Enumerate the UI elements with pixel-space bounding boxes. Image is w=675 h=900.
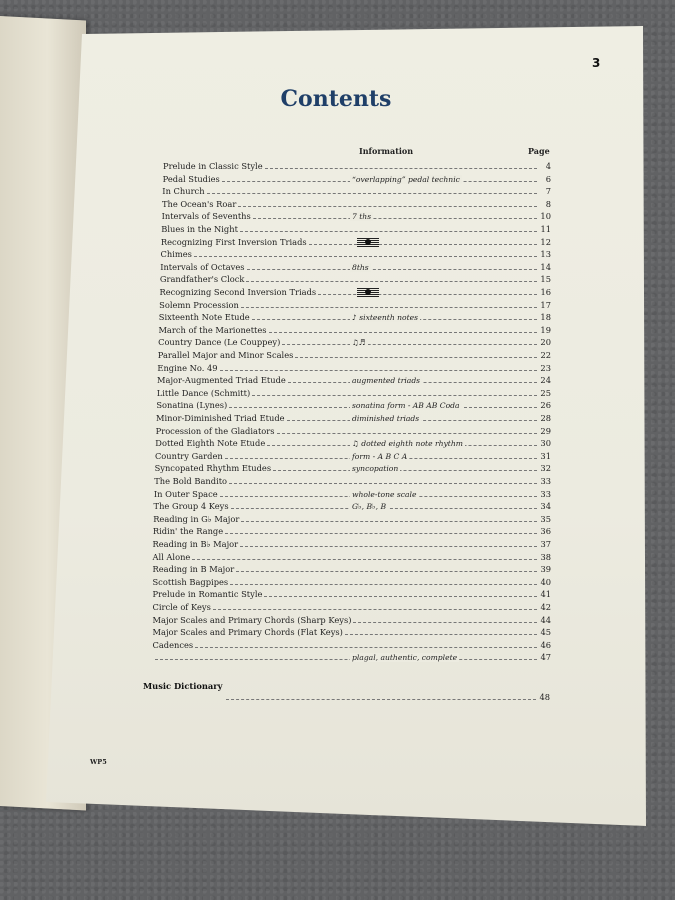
contents-row bbox=[163, 161, 551, 172]
page-title: Contents bbox=[280, 86, 392, 112]
dot-leader bbox=[236, 571, 537, 572]
entry-page: 33 bbox=[540, 476, 551, 486]
entry-page: 31 bbox=[540, 450, 551, 461]
contents-row bbox=[160, 287, 552, 298]
entry-title: In Church bbox=[162, 186, 205, 197]
dot-leader bbox=[155, 659, 538, 660]
contents-row bbox=[154, 476, 551, 487]
entry-title: In Outer Space bbox=[153, 488, 218, 499]
dot-leader bbox=[247, 269, 537, 270]
contents-row bbox=[160, 274, 551, 285]
dot-leader bbox=[241, 521, 537, 522]
dot-leader bbox=[229, 483, 537, 484]
entry-title: Syncopated Rhythm Etudes bbox=[154, 463, 272, 474]
dot-leader bbox=[220, 370, 537, 371]
entry-title: Circle of Keys bbox=[152, 602, 211, 612]
dot-leader bbox=[194, 256, 537, 257]
contents-row bbox=[157, 388, 551, 399]
entry-page: 42 bbox=[540, 602, 551, 612]
entry-information: “overlapping” pedal technic bbox=[352, 174, 460, 184]
entry-title: Scottish Bagpipes bbox=[152, 576, 229, 587]
dot-leader bbox=[273, 470, 537, 471]
contents-row bbox=[162, 199, 551, 210]
entry-information: 7 ths bbox=[352, 212, 372, 222]
entry-page: 20 bbox=[540, 337, 551, 348]
entry-title: Sixteenth Note Etude bbox=[158, 312, 250, 323]
page-number: 3 bbox=[592, 56, 601, 70]
entry-page: 30 bbox=[540, 438, 551, 449]
entry-title: The Ocean's Roar bbox=[161, 198, 237, 209]
entry-title: Intervals of Sevenths bbox=[161, 211, 251, 222]
entry-information: augmented triads bbox=[352, 376, 421, 386]
entry-title: Ridin' the Range bbox=[152, 526, 224, 537]
entry-page: 23 bbox=[540, 362, 551, 373]
entry-title: All Alone bbox=[152, 551, 191, 562]
entry-page: 19 bbox=[540, 324, 551, 335]
entry-page: 10 bbox=[540, 211, 551, 222]
contents-row bbox=[159, 300, 551, 311]
entry-page: 29 bbox=[540, 425, 551, 436]
entry-title: Country Dance (Le Couppey) bbox=[158, 337, 281, 348]
entry-page: 41 bbox=[540, 589, 551, 600]
dot-leader bbox=[246, 281, 537, 282]
entry-title: Pedal Studies bbox=[162, 173, 220, 184]
entry-page: 11 bbox=[540, 224, 551, 234]
dot-leader bbox=[207, 193, 537, 194]
entry-information: plagal, authentic, complete bbox=[352, 653, 458, 663]
entry-title: Country Garden bbox=[154, 450, 223, 461]
entry-title: Procession of the Gladiators bbox=[155, 425, 275, 436]
dot-leader bbox=[309, 244, 537, 245]
dot-leader bbox=[225, 533, 537, 534]
entry-page: 17 bbox=[540, 299, 551, 310]
music-dictionary-title: Music Dictionary bbox=[143, 681, 223, 691]
entry-page: 39 bbox=[540, 564, 551, 575]
entry-title: Little Dance (Schmitt) bbox=[156, 387, 251, 398]
contents-row bbox=[158, 325, 551, 336]
entry-title: Intervals of Octaves bbox=[160, 261, 245, 272]
entry-page: 45 bbox=[540, 627, 551, 638]
contents-row bbox=[153, 589, 552, 600]
entry-title: Minor-Diminished Triad Etude bbox=[156, 413, 285, 423]
entry-title: Major Scales and Primary Chords (Flat Keys) bbox=[152, 627, 343, 638]
entry-information: ♫ dotted eighth note rhythm bbox=[352, 439, 463, 449]
entry-title: Cadences bbox=[152, 639, 194, 650]
entry-title: Reading in B Major bbox=[152, 564, 235, 575]
entry-page: 7 bbox=[545, 186, 551, 197]
dot-leader bbox=[241, 307, 537, 308]
entry-page: 25 bbox=[540, 387, 551, 398]
contents-row bbox=[153, 564, 552, 575]
entry-title: Chimes bbox=[160, 249, 192, 260]
entry-page: 13 bbox=[540, 249, 551, 260]
entry-page: 15 bbox=[540, 274, 551, 285]
entry-page: 18 bbox=[540, 312, 551, 323]
contents-row bbox=[157, 363, 551, 374]
dot-leader bbox=[265, 168, 537, 169]
contents-row bbox=[153, 602, 552, 613]
contents-row bbox=[153, 615, 552, 626]
entry-title: Recognizing First Inversion Triads bbox=[160, 236, 307, 247]
publisher-code: WP5 bbox=[90, 758, 107, 766]
entry-title: The Bold Bandito bbox=[154, 476, 228, 486]
contents-row bbox=[153, 539, 552, 550]
dot-leader bbox=[238, 206, 537, 207]
dot-leader bbox=[264, 596, 537, 597]
entry-title: Prelude in Classic Style bbox=[163, 161, 263, 171]
dot-leader bbox=[226, 699, 536, 700]
dot-leader bbox=[240, 231, 537, 232]
entry-information: ♪ sixteenth notes bbox=[352, 313, 419, 323]
staff-triad-icon bbox=[357, 238, 379, 247]
dot-leader bbox=[295, 357, 537, 358]
dot-leader bbox=[282, 344, 537, 345]
dot-leader bbox=[353, 622, 537, 623]
dot-leader bbox=[230, 584, 537, 585]
entry-page: 26 bbox=[540, 400, 551, 411]
entry-page: 46 bbox=[540, 639, 551, 650]
entry-information: ♫♬ bbox=[352, 338, 366, 348]
contents-row bbox=[161, 237, 551, 248]
entry-information: sonatina form - AB AB Coda bbox=[352, 401, 460, 411]
entry-title: Sonatina (Lynes) bbox=[156, 400, 228, 411]
entry-information: syncopation bbox=[352, 464, 399, 474]
entry-title: Dotted Eighth Note Etude bbox=[155, 438, 266, 449]
entry-page: 32 bbox=[540, 463, 551, 474]
entry-page: 4 bbox=[545, 161, 551, 171]
entry-page: 36 bbox=[540, 526, 551, 537]
entry-title: Grandfather's Clock bbox=[159, 274, 245, 285]
entry-title: Solemn Procession bbox=[159, 299, 239, 310]
information-column-header: Information bbox=[359, 146, 414, 156]
entry-title: March of the Marionettes bbox=[158, 324, 267, 335]
entry-page: 34 bbox=[540, 501, 551, 512]
contents-row bbox=[161, 249, 551, 260]
entry-page: 6 bbox=[545, 173, 551, 184]
dot-leader bbox=[252, 395, 537, 396]
entry-title: Major-Augmented Triad Etude bbox=[157, 375, 286, 386]
entry-page: 14 bbox=[540, 261, 551, 272]
entry-title: Reading in B♭ Major bbox=[152, 539, 239, 549]
entry-page: 47 bbox=[540, 652, 551, 663]
entry-page: 38 bbox=[540, 551, 551, 562]
entry-title: Major Scales and Primary Chords (Sharp Keys) bbox=[152, 614, 352, 625]
dot-leader bbox=[192, 559, 537, 560]
entry-information: 8ths bbox=[352, 262, 369, 272]
dot-leader bbox=[213, 609, 537, 610]
contents-row bbox=[162, 186, 551, 197]
contents-row bbox=[153, 577, 552, 588]
entry-page: 22 bbox=[540, 350, 551, 360]
entry-information: form - A B C A bbox=[352, 451, 408, 461]
dot-leader bbox=[195, 647, 537, 648]
entry-page: 33 bbox=[540, 488, 551, 499]
dot-leader bbox=[318, 294, 537, 295]
entry-title: Reading in G♭ Major bbox=[153, 513, 240, 524]
entry-title: Parallel Major and Minor Scales bbox=[157, 350, 294, 360]
entry-page: 24 bbox=[540, 375, 551, 386]
staff-triad-icon bbox=[357, 288, 379, 297]
contents-row bbox=[153, 514, 551, 525]
entry-page: 44 bbox=[540, 614, 551, 625]
entry-page: 8 bbox=[545, 198, 551, 209]
entry-information: diminished triads bbox=[352, 414, 420, 423]
contents-row bbox=[156, 426, 551, 437]
entry-title: Recognizing Second Inversion Triads bbox=[159, 287, 317, 297]
contents-row bbox=[161, 224, 551, 235]
contents-row bbox=[153, 552, 552, 563]
dot-leader bbox=[240, 546, 537, 547]
entry-title: Prelude in Romantic Style bbox=[152, 589, 263, 600]
dot-leader bbox=[269, 332, 537, 333]
contents-row bbox=[158, 350, 551, 361]
entry-page: 35 bbox=[540, 513, 551, 524]
dot-leader bbox=[277, 433, 537, 434]
dot-leader bbox=[345, 634, 537, 635]
entry-page: 16 bbox=[540, 287, 551, 297]
entry-title: Engine No. 49 bbox=[157, 362, 218, 373]
entry-title: The Group 4 Keys bbox=[153, 501, 229, 512]
contents-row bbox=[153, 640, 552, 651]
entry-page: 12 bbox=[540, 236, 551, 247]
contents-row bbox=[153, 526, 551, 537]
entry-page: 40 bbox=[540, 576, 551, 587]
page-column-header: Page bbox=[528, 146, 550, 156]
entry-information: whole-tone scale bbox=[352, 489, 417, 499]
music-dictionary-page: 48 bbox=[539, 692, 550, 702]
dot-leader bbox=[253, 218, 537, 219]
entry-page: 37 bbox=[540, 539, 551, 549]
entry-title: Blues in the Night bbox=[161, 224, 238, 234]
entry-information: G♭, B♭, B bbox=[352, 502, 387, 512]
music-dictionary-leader-row bbox=[224, 692, 550, 703]
entry-page: 28 bbox=[540, 413, 551, 423]
contents-row bbox=[153, 627, 552, 638]
